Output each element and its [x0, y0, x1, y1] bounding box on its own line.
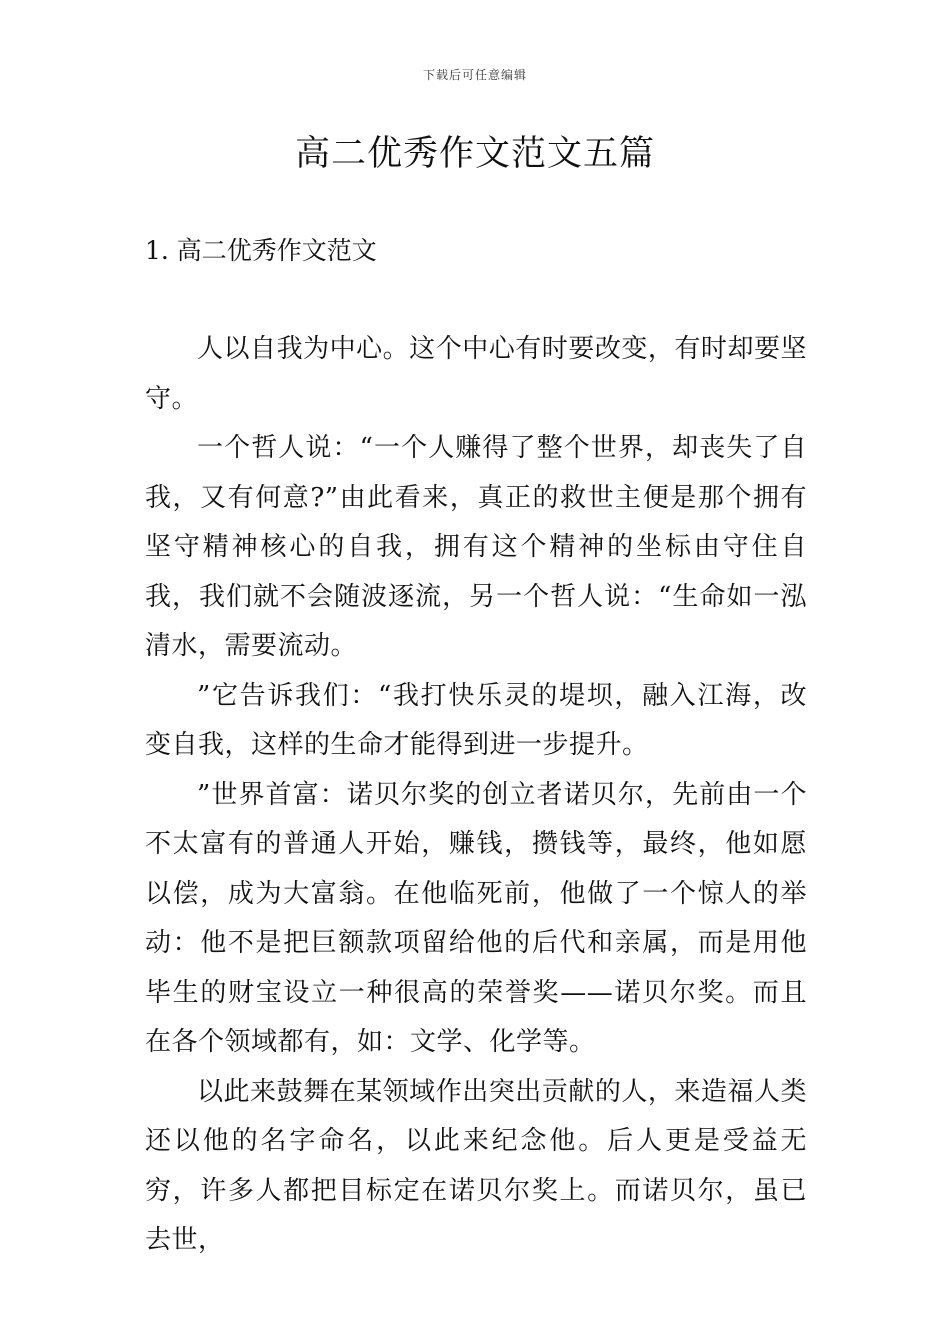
paragraph-2: 一个哲人说：“一个人赚得了整个世界，却丧失了自我，又有何意?”由此看来，真正的救世主便是那个拥有坚守精神核心的自我，拥有这个精神的坐标由守住自我，我们就不会随波逐流，另一个哲人说：“生命如一泓清水，需要流动。	[145, 433, 807, 661]
paragraph-4: ”世界首富：诺贝尔奖的创立者诺贝尔，先前由一个不太富有的普通人开始，赚钱，攒钱等，最终，他如愿以偿，成为大富翁。在他临死前，他做了一个惊人的举动：他不是把巨额款项留给他的后代和亲属，而是用他毕生的财宝设立一种很高的荣誉奖——诺贝尔奖。而且在各个领域都有，如：文学、化学等。	[145, 779, 807, 1057]
header-note: 下载后可任意编辑	[422, 68, 527, 82]
document-title: 高二优秀作文范文五篇	[294, 134, 655, 174]
paragraph-1: 人以自我为中心。这个中心有时要改变，有时却要坚守。	[145, 334, 807, 414]
paragraph-5: 以此来鼓舞在某领域作出突出贡献的人，来造福人类还以他的名字命名，以此来纪念他。后人更是受益无穷，许多人都把目标定在诺贝尔奖上。而诺贝尔，虽已去世，	[145, 1076, 807, 1255]
paragraph-3: ”它告诉我们：“我打快乐灵的堤坝，融入江海，改变自我，这样的生命才能得到进一步提升。	[145, 680, 807, 760]
section-heading: 1. 高二优秀作文范文	[145, 236, 377, 265]
body-text	[145, 325, 807, 1266]
